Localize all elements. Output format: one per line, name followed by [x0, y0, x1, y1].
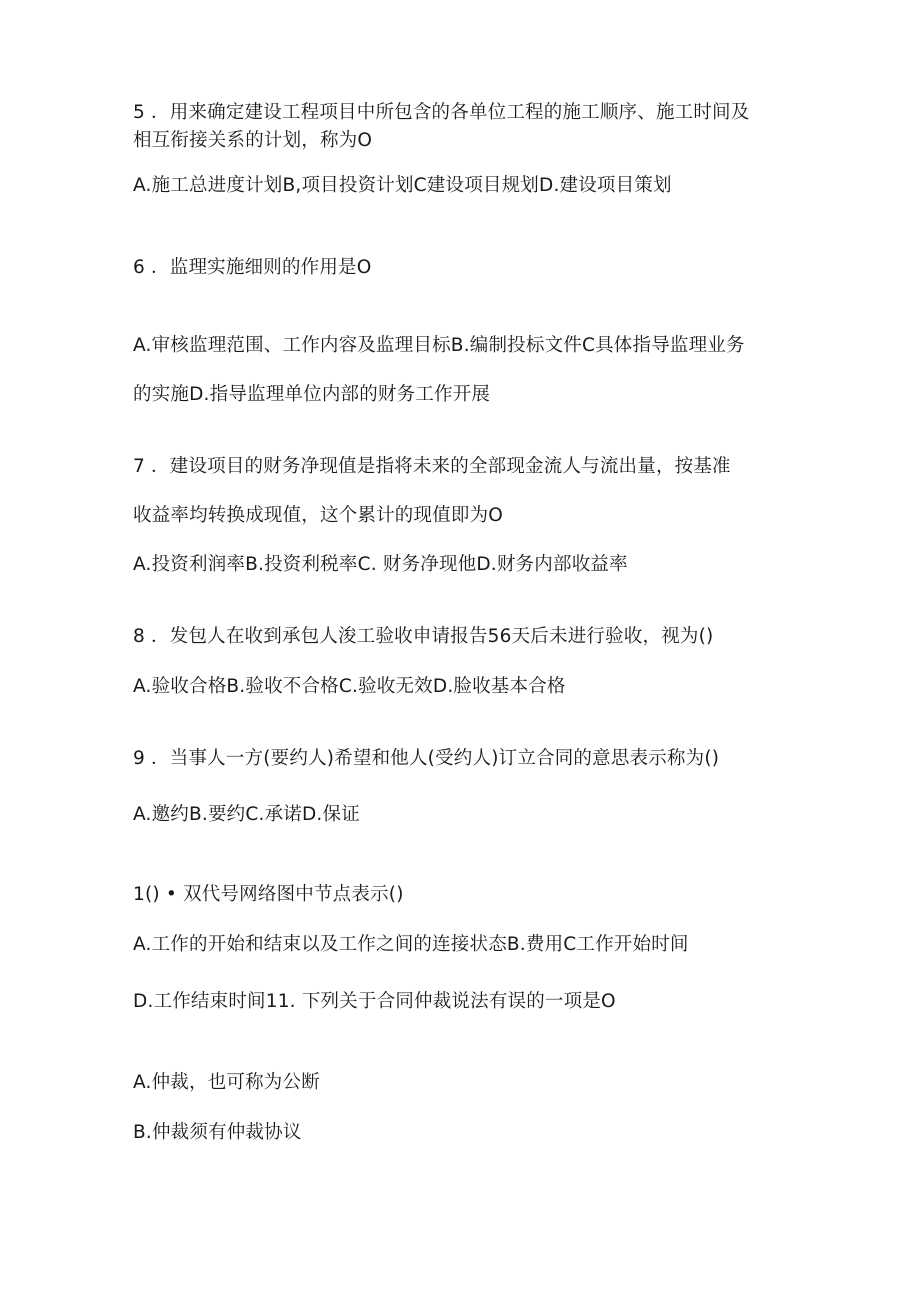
question-10-line-1: 1() • 双代号网络图中节点表示()	[133, 884, 404, 905]
question-8-line-1: 8 ．发包人在收到承包人浚工验收申请报告56天后未进行验收，视为()	[133, 626, 714, 647]
question-8-options: A.验收合格B.验收不合格C.验收无效D.脸收基本合格	[133, 676, 566, 697]
question-7-line-1: 7 ．建设项目的财务净现值是指将未来的全部现金流人与流出量，按基准	[133, 456, 731, 477]
question-11-option-a: A.仲裁，也可称为公断	[133, 1072, 320, 1093]
question-9-options: A.邀约B.要约C.承诺D.保证	[133, 804, 360, 825]
question-9-line-1: 9 ．当事人一方(要约人)希望和他人(受约人)订立合同的意思表示称为()	[133, 748, 720, 769]
question-11-option-b: B.仲裁须有仲裁协议	[133, 1122, 302, 1143]
question-6-options-line-1: A.审核监理范围、工作内容及监理目标B.编制投标文件C具体指导监理业务	[133, 335, 745, 356]
question-10-options-line-1: A.工作的开始和结束以及工作之间的连接状态B.费用C工作开始时间	[133, 934, 689, 955]
question-5-line-2: 相互衔接关系的计划，称为O	[133, 130, 373, 151]
question-6-line-1: 6 ．监理实施细则的作用是O	[133, 257, 372, 278]
question-7-options: A.投资利润率B.投资利税率C. 财务净现他D.财务内部收益率	[133, 554, 628, 575]
question-7-line-2: 收益率均转换成现值，这个累计的现值即为O	[133, 505, 504, 526]
question-6-options-line-2: 的实施D.指导监理单位内部的财务工作开展	[133, 384, 491, 405]
question-10-options-line-2: D.工作结束时间11. 下列关于合同仲裁说法有误的一项是O	[133, 991, 616, 1012]
question-5-options: A.施工总进度计划B,项目投资计划C建设项目规划D.建设项目策划	[133, 175, 672, 196]
question-5-line-1: 5 ．用来确定建设工程项目中所包含的各单位工程的施工顺序、施工时间及	[133, 102, 750, 123]
